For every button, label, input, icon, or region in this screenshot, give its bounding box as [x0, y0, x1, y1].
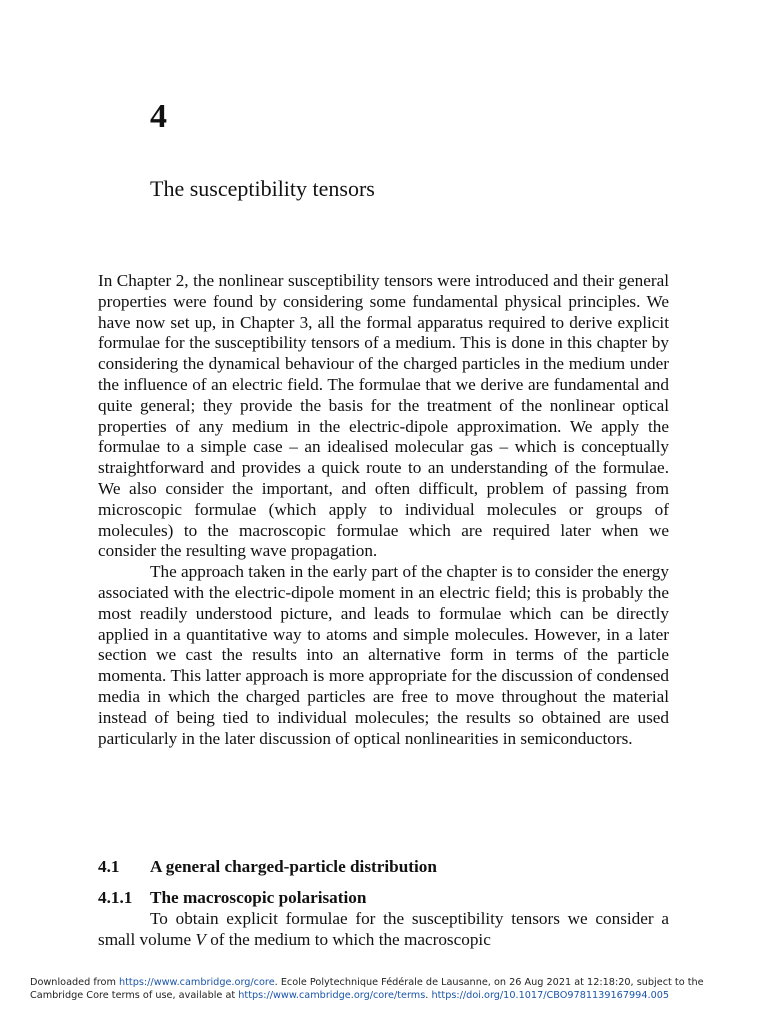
download-footer	[30, 976, 740, 1002]
subsection-number: 4.1.1	[98, 888, 133, 907]
main-body-text	[98, 271, 669, 749]
terms-link[interactable]: https://www.cambridge.org/core/terms	[238, 990, 426, 1001]
footer-prefix: Downloaded from	[30, 977, 119, 988]
footer-separator: .	[425, 990, 432, 1001]
paragraph-approach: The approach taken in the early part of the chapter is to consider the energy associated with the electric-dipole moment in an electric field; this is probably the most readily understood picture, and leads to formulae which can be directly applied in a quantitative way to atoms and simple molecules. However, in a later section we cast the results into an alternative form in terms of the particle momenta. This latter approach is more appropriate for the discussion of condensed media in which the charged particles are free to move throughout the material instead of being tied to individual molecules; the results so obtained are used particularly in the later discussion of optical nonlinearities in semiconductors.	[98, 562, 669, 748]
paragraph-macroscopic-polarisation	[98, 909, 669, 951]
volume-variable: V	[195, 929, 206, 949]
paragraph-introduction: In Chapter 2, the nonlinear susceptibility tensors were introduced and their general properties were found by considering some fundamental physical principles. We have now set up, in Chapter 3, all the formal apparatus required to derive explicit formulae for the susceptibility tensors of a medium. This is done in this chapter by considering the dynamical behaviour of the charged particles in the medium under the influence of an electric field. The formulae that we derive are fundamental and quite general; they provide the basis for the treatment of the nonlinear optical properties of any medium in the electric-dipole approximation. We apply the formulae to a simple case – an idealised molecular gas – which is conceptually straightforward and provides a quick route to an understanding of the formulae. We also consider the important, and often difficult, problem of passing from microscopic formulae (which apply to individual molecules or groups of molecules) to the macroscopic formulae which are required later when we consider the resulting wave propagation.	[98, 271, 669, 561]
section-number: 4.1	[98, 857, 120, 876]
doi-link[interactable]: https://doi.org/10.1017/CBO9781139167994.005	[431, 990, 670, 1001]
section-title: A general charged-particle distribution	[150, 857, 437, 876]
section-heading	[98, 857, 669, 877]
final-paragraph-end: of the medium to which the macroscopic	[205, 929, 491, 949]
footer-middle: . Ecole Polytechnique Fédérale de Lausanne, on 26 Aug 2021 at 12:18:20, subject to the Cambridge Core terms of use, available at	[30, 977, 704, 1001]
chapter-number: 4	[150, 98, 167, 135]
chapter-title: The susceptibility tensors	[150, 176, 375, 201]
subsection-heading	[98, 888, 669, 908]
final-paragraph-start: To obtain explicit formulae for the susceptibility tensors we consider a small volume	[98, 909, 669, 949]
cambridge-core-link[interactable]: https://www.cambridge.org/core	[118, 977, 275, 988]
subsection-title: The macroscopic polarisation	[150, 888, 367, 907]
